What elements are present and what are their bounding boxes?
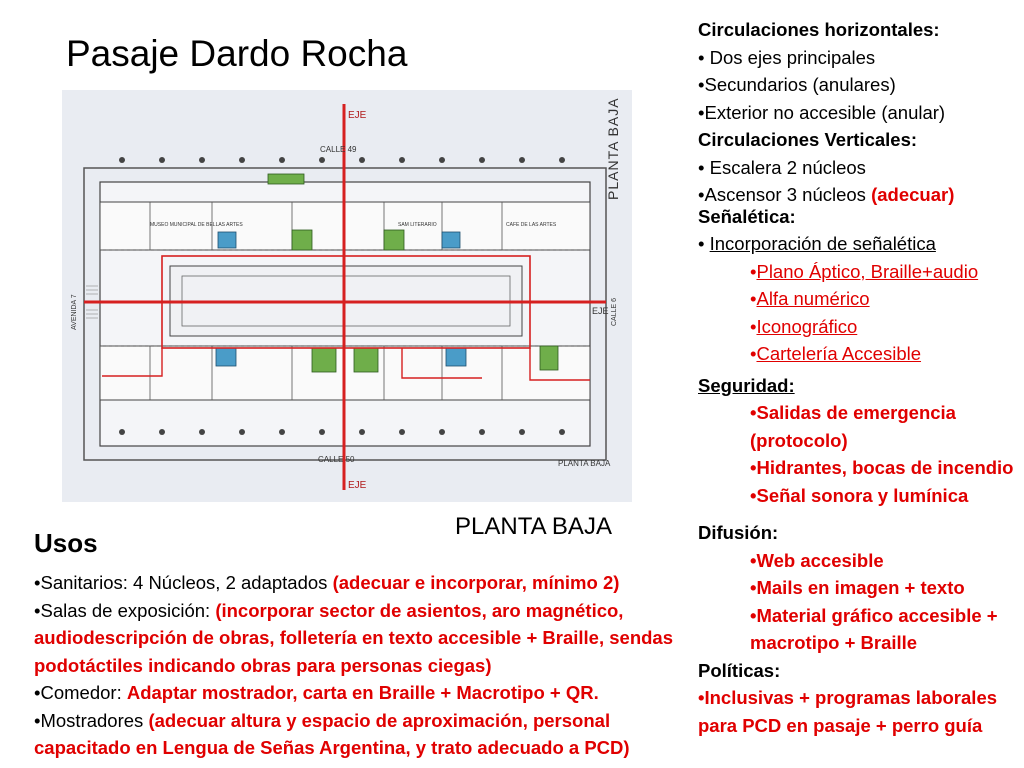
circ-v-item-1: • Escalera 2 núcleos (698, 156, 866, 178)
plan-calle-right: CALLE 6 (611, 297, 618, 326)
dif-item-a: •Web accesible (750, 549, 884, 571)
pol-title: Políticas: (698, 659, 781, 681)
plan-eje-bottom: EJE (348, 480, 367, 491)
usos-item-sanitarios (34, 569, 684, 597)
senal-item-1-bullet: • (698, 233, 710, 254)
usos-item-comedor (34, 679, 684, 707)
seg-item-c: •Señal sonora y lumínica (750, 484, 969, 506)
usos-item-salas-note: (incorporar sector de asientos, aro magnético, audiodescripción de obras, folletería en texto accesible + Braille, sendas podotáctiles indicando obras para personas ciegas) (34, 599, 673, 676)
plan-vertical-label: PLANTA BAJA (605, 97, 621, 200)
circ-v-item-2-text: •Ascensor 3 núcleos (698, 184, 872, 205)
usos-item-salas-text: •Salas de exposición: (34, 599, 216, 621)
plan-avenida: AVENIDA 7 (71, 294, 78, 330)
plan-eje-top: EJE (348, 110, 367, 121)
usos-item-comedor-note: Adaptar mostrador, carta en Braille + Macrotipo + QR. (126, 682, 599, 703)
usos-item-mostradores (34, 707, 684, 762)
senal-link-d[interactable]: Cartelería Accesible (756, 343, 922, 364)
senal-sub-b: •Alfa numérico (750, 288, 870, 309)
seg-item-a: •Salidas de emergencia (protocolo) (750, 402, 956, 451)
circ-h-title: Circulaciones horizontales: (698, 19, 940, 40)
plan-calle-top: CALLE 49 (320, 145, 357, 154)
senal-link-a[interactable]: Plano Áptico, Braille+audio (756, 260, 979, 282)
plan-room-cafe: CAFE DE LAS ARTES (506, 222, 557, 228)
senal-link-c[interactable]: Iconográfico (756, 315, 858, 337)
circ-v-item-2-note: (adecuar) (871, 184, 955, 205)
usos-item-mostradores-note: (adecuar altura y espacio de aproximación, personal capacitado en Lengua de Señas Argentina, y trato adecuado a PCD) (34, 709, 630, 758)
senal-sub-a: •Plano Áptico, Braille+audio (750, 260, 979, 282)
usos-item-sanitarios-text: •Sanitarios: 4 Núcleos, 2 adaptados (34, 572, 333, 593)
dif-item-c: •Material gráfico accesible + macrotipo + Braille (750, 604, 998, 653)
usos-item-sanitarios-note: (adecuar e incorporar, mínimo 2) (332, 572, 620, 593)
usos-item-salas (34, 597, 684, 680)
usos-item-mostradores-text: •Mostradores (34, 709, 149, 731)
seg-item-b: •Hidrantes, bocas de incendio (750, 457, 1014, 478)
dif-title: Difusión: (698, 522, 779, 543)
plan-caption: PLANTA BAJA (455, 513, 612, 540)
senal-item-1-text: Incorporación de señalética (709, 233, 936, 254)
dif-item-b: •Mails en imagen + texto (750, 577, 965, 598)
senal-sub-d: •Cartelería Accesible (750, 343, 922, 364)
senal-link-b[interactable]: Alfa numérico (756, 288, 870, 309)
floor-plan (62, 90, 632, 502)
usos-list (34, 569, 684, 762)
circ-h-item-1: • Dos ejes principales (698, 46, 876, 68)
usos-item-comedor-text: •Comedor: (34, 682, 127, 703)
notes-panel (698, 16, 1020, 739)
plan-calle-bottom: CALLE 50 (318, 455, 355, 464)
circ-h-item-3: •Exterior no accesible (anular) (698, 101, 946, 123)
page-title: Pasaje Dardo Rocha (66, 33, 408, 74)
seg-title: Seguridad: (698, 374, 795, 396)
senal-title: Señalética: (698, 205, 796, 227)
circ-v-title: Circulaciones Verticales: (698, 129, 918, 150)
pol-item-a: •Inclusivas + programas laborales para PCD en pasaje + perro guía (698, 687, 998, 736)
plan-label-bottom: PLANTA BAJA (558, 459, 611, 468)
usos-title: Usos (34, 528, 98, 558)
senal-item-1 (698, 230, 1020, 258)
plan-eje-right: EJE (592, 306, 609, 316)
senal-sub-c: •Iconográfico (750, 315, 858, 337)
circ-h-item-2: •Secundarios (anulares) (698, 74, 896, 95)
plan-room-museo: MUSEO MUNICIPAL DE BELLAS ARTES (150, 222, 243, 228)
plan-room-sam: SAM LITERARIO (398, 222, 437, 228)
